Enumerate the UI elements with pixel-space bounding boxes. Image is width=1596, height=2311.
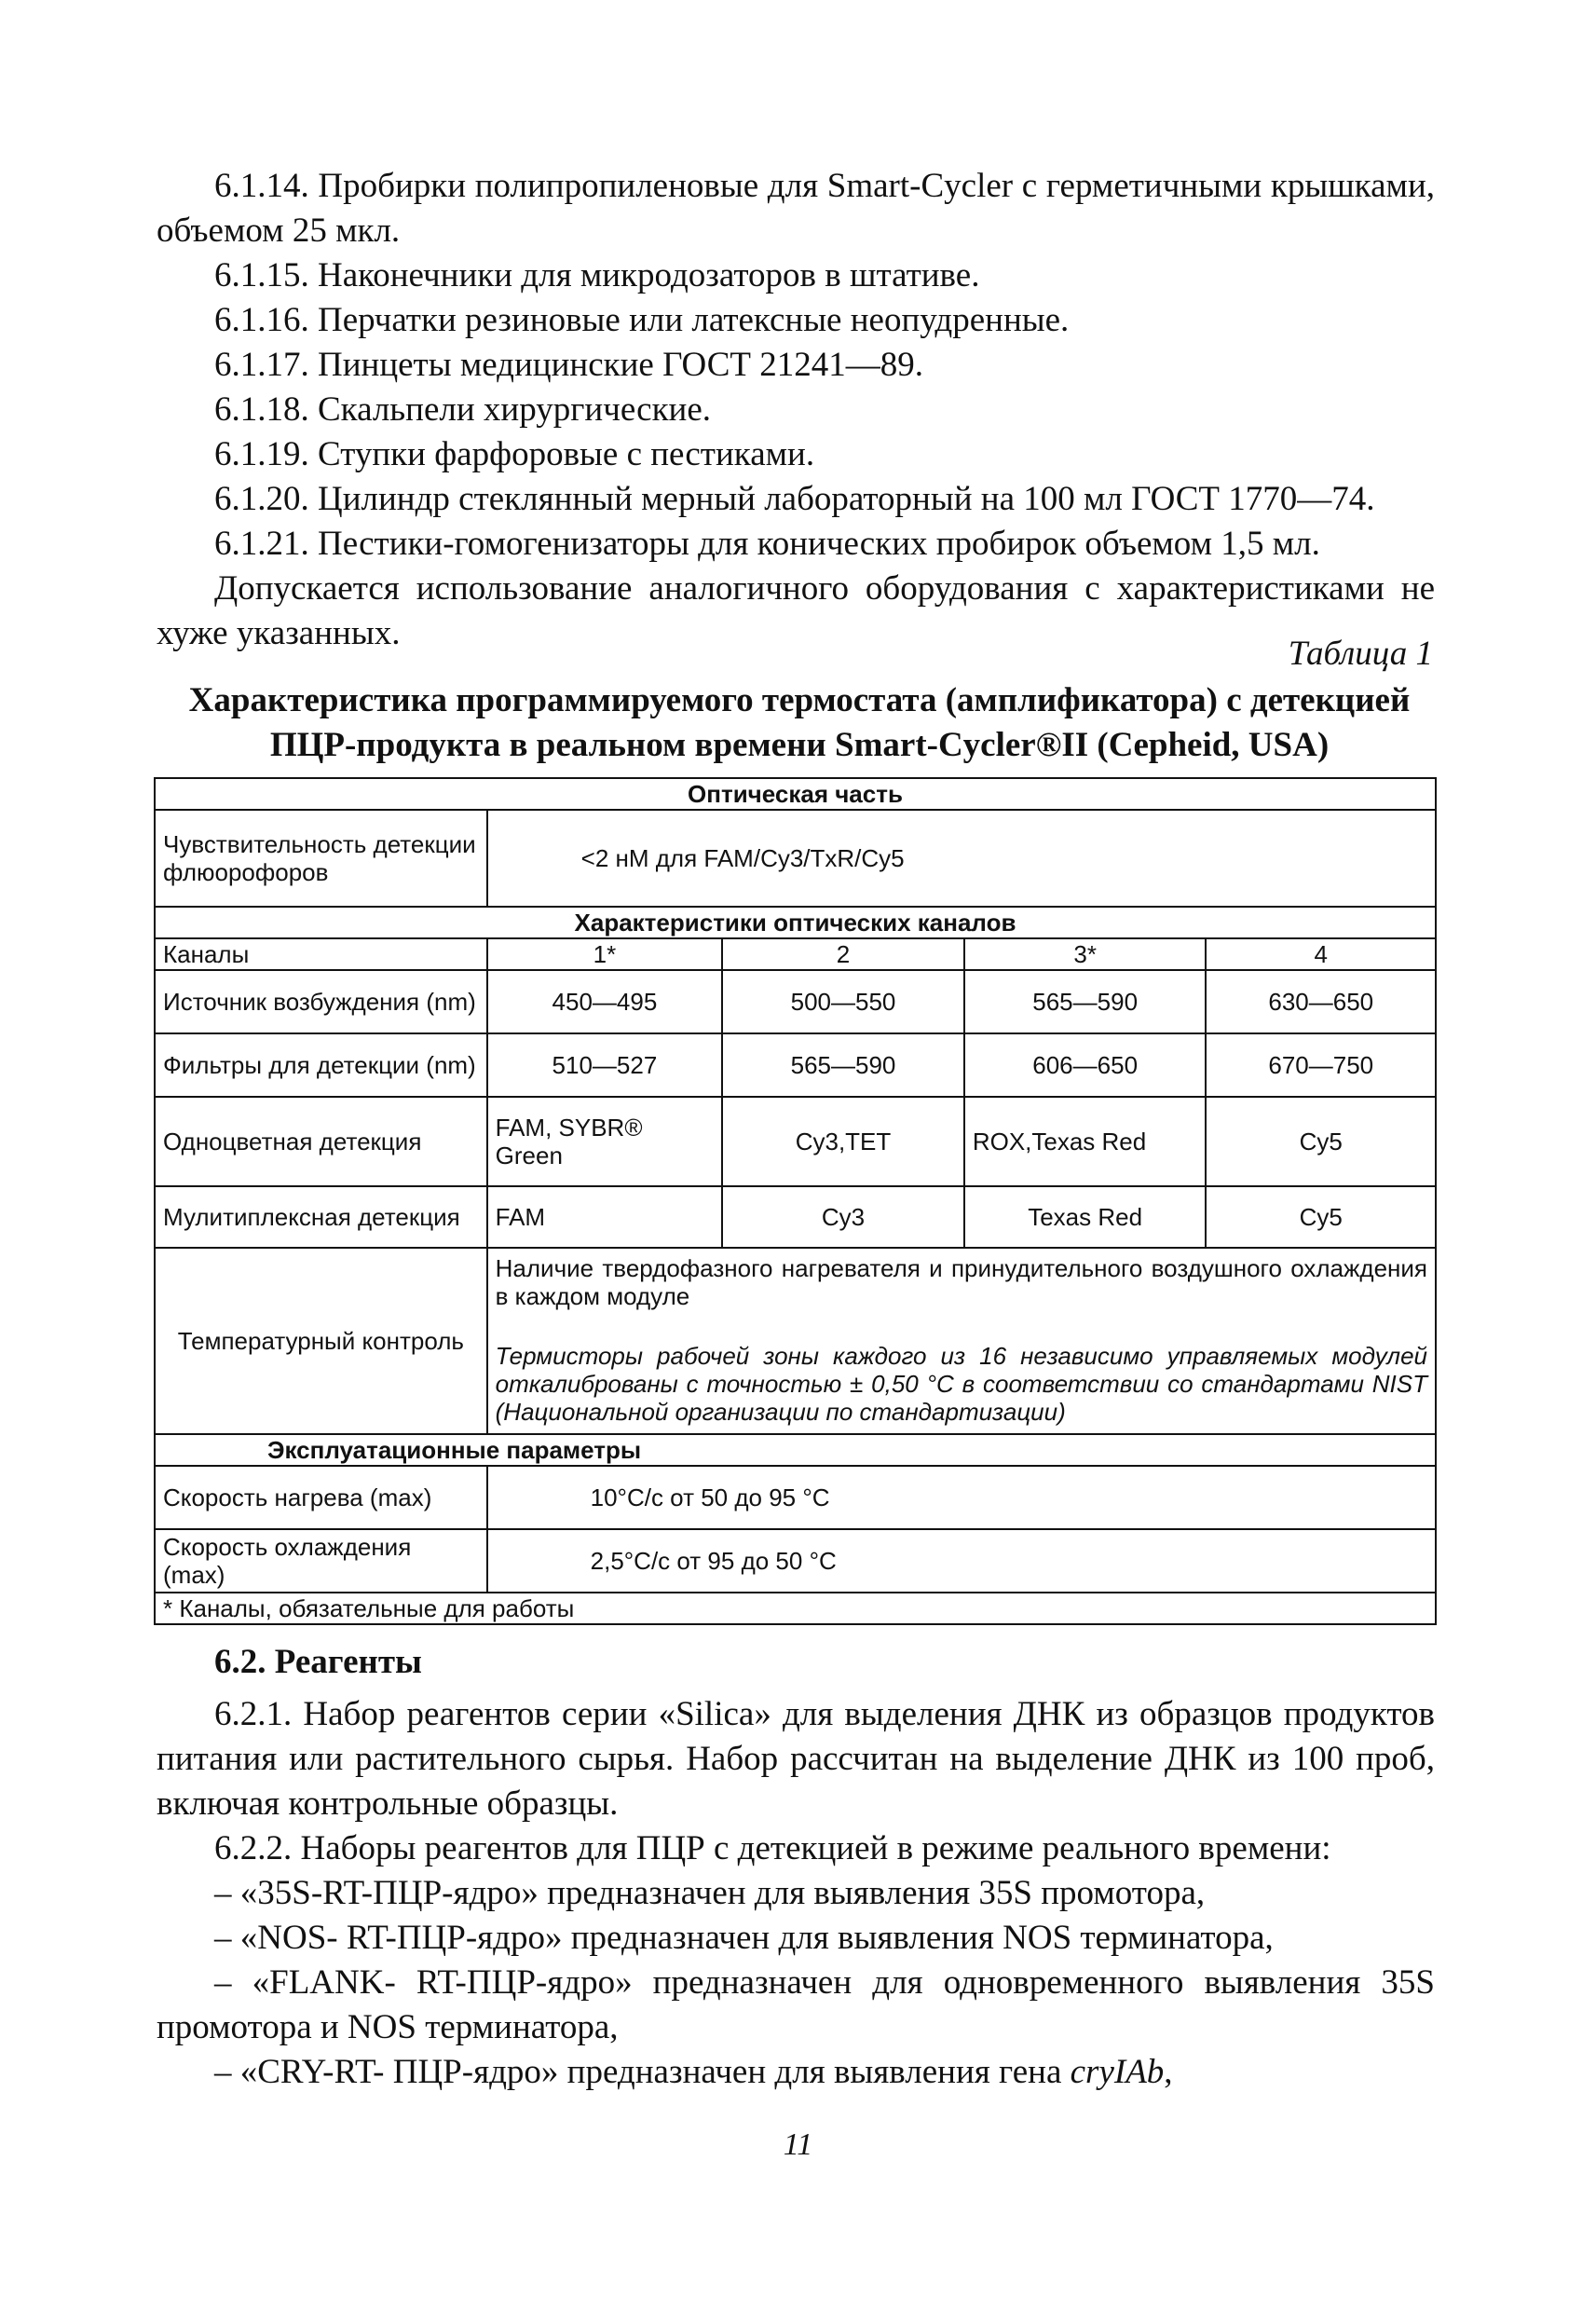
item-6-1-17: 6.1.17. Пинцеты медицинские ГОСТ 21241—89. [214,346,923,384]
filters-label: Фильтры для детекции (nm) [155,1033,487,1097]
filter-3: 606—650 [964,1033,1207,1097]
single-detection-3: ROX,Texas Red [964,1097,1207,1186]
sensitivity-value: <2 нМ для FAM/Cy3/TxR/Cy5 [487,810,1436,907]
page-number: 11 [783,2127,813,2162]
excitation-2: 500—550 [722,970,964,1033]
equipment-note: Допускается использование аналогичного оборудования с характеристиками не хуже указанных. [157,569,1435,652]
item-6-1-20: 6.1.20. Цилиндр стеклянный мерный лабораторный на 100 мл ГОСТ 1770—74. [214,480,1375,518]
temperature-control-label: Температурный контроль [155,1248,487,1434]
spec-table [154,777,1437,1625]
reagent-list-item-1: – «35S-RT-ПЦР-ядро» предназначен для выявления 35S промотора, [214,1874,1206,1912]
channels-header: Характеристики оптических каналов [155,907,1436,938]
gene-name: cryIAb [1070,2053,1165,2091]
multiplex-detection-4: Cy5 [1206,1186,1436,1248]
excitation-4: 630—650 [1206,970,1436,1033]
channel-1: 1* [487,938,723,970]
reagent-list-item-4 [214,2050,1173,2095]
cooling-rate-value: 2,5°С/с от 95 до 50 °С [487,1529,1436,1593]
item-6-1-15: 6.1.15. Наконечники для микродозаторов в штативе. [214,256,980,294]
reagent-list-item-4-text: – «CRY-RT- ПЦР-ядро» предназначен для выявления гена [214,2053,1071,2091]
item-6-2-2: 6.2.2. Наборы реагентов для ПЦР с детекцией в режиме реального времени: [214,1829,1331,1867]
sensitivity-label: Чувствительность детекции флюорофоров [155,810,487,907]
table-caption: Таблица 1 [1288,635,1433,673]
channels-label: Каналы [155,938,487,970]
operation-header: Эксплуатационные параметры [155,1434,1436,1466]
temperature-control-text [487,1248,1436,1434]
item-6-2-1: 6.2.1. Набор реагентов серии «Silica» для выделения ДНК из образцов продуктов питания или растительного сырья. Набор рассчитан на выделение ДНК из 100 проб, включая контрольные образцы. [157,1695,1435,1823]
cooling-rate-label: Скорость охлаждения (max) [155,1529,487,1593]
excitation-1: 450—495 [487,970,723,1033]
item-6-1-18: 6.1.18. Скальпели хирургические. [214,390,712,429]
channel-3: 3* [964,938,1207,970]
single-detection-2: Cy3,TET [722,1097,964,1186]
excitation-label: Источник возбуждения (nm) [155,970,487,1033]
item-6-1-21: 6.1.21. Пестики-гомогенизаторы для конических пробирок объемом 1,5 мл. [214,525,1320,563]
multiplex-detection-1: FAM [487,1186,723,1248]
heating-rate-label: Скорость нагрева (max) [155,1466,487,1529]
multiplex-detection-3: Texas Red [964,1186,1207,1248]
filter-2: 565—590 [722,1033,964,1097]
item-6-1-19: 6.1.19. Ступки фарфоровые с пестиками. [214,435,815,473]
table-title: Характеристика программируемого термостата (амплификатора) с детекцией ПЦР-продукта в реальном времени Smart-Cycler®II (Cepheid, USA) [188,681,1411,764]
channel-2: 2 [722,938,964,970]
reagent-list-item-2: – «NOS- RT-ПЦР-ядро» предназначен для выявления NOS терминатора, [214,1919,1274,1957]
single-detection-1: FAM, SYBR® Green [487,1097,723,1186]
multiplex-detection-label: Мулитиплексная детекция [155,1186,487,1248]
reagent-list-item-4-end: , [1164,2053,1173,2091]
table-footnote: * Каналы, обязательные для работы [155,1593,1436,1624]
temperature-control-thermistors: Термисторы рабочей зоны каждого из 16 независимо управляемых модулей откалиброваны с точностью ± 0,50 °С в соответствии со стандартами NIST (Национальной организации по стандартизации) [495,1342,1427,1426]
excitation-3: 565—590 [964,970,1207,1033]
channel-4: 4 [1206,938,1436,970]
item-6-1-16: 6.1.16. Перчатки резиновые или латексные неопудренные. [214,301,1070,339]
item-6-1-14: 6.1.14. Пробирки полипропиленовые для Smart-Cycler с герметичными крышками, объемом 25 мкл. [157,167,1435,250]
filter-4: 670—750 [1206,1033,1436,1097]
single-detection-label: Одноцветная детекция [155,1097,487,1186]
single-detection-4: Cy5 [1206,1097,1436,1186]
section-6-2-heading: 6.2. Реагенты [214,1643,422,1681]
heating-rate-value: 10°С/с от 50 до 95 °С [487,1466,1436,1529]
multiplex-detection-2: Cy3 [722,1186,964,1248]
filter-1: 510—527 [487,1033,723,1097]
reagent-list-item-3: – «FLANK- RT-ПЦР-ядро» предназначен для одновременного выявления 35S промотора и NOS терминатора, [157,1963,1435,2046]
temperature-control-heater: Наличие твердофазного нагревателя и принудительного воздушного охлаждения в каждом модуле [495,1254,1427,1310]
optical-header: Оптическая часть [155,778,1436,810]
